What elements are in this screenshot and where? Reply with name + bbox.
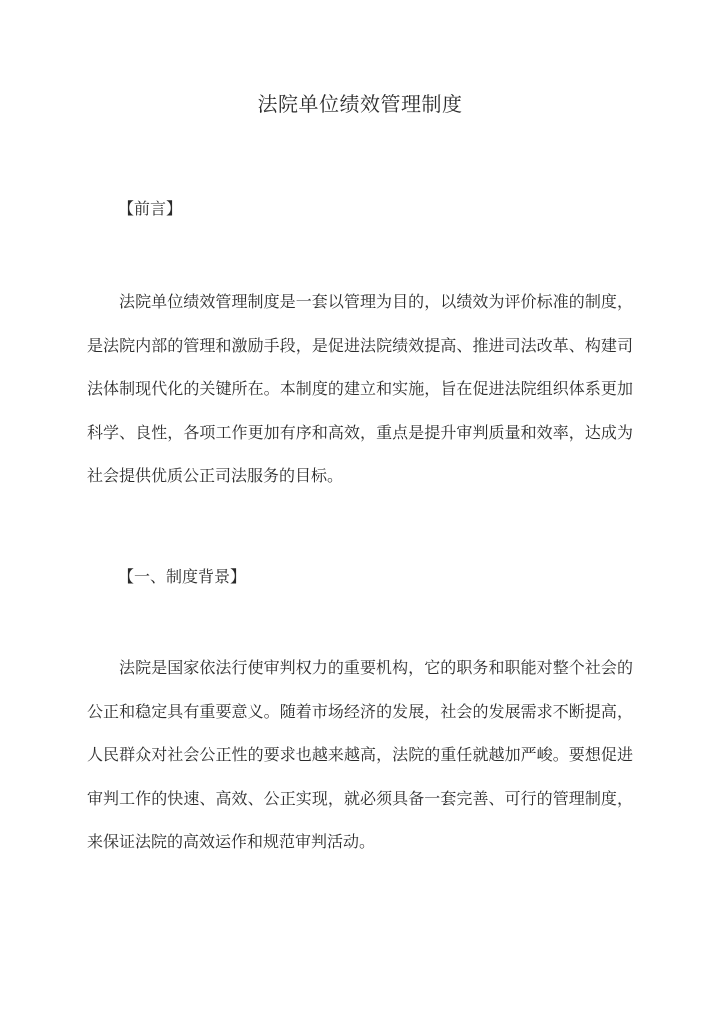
section-heading-background: 【一、制度背景】	[118, 567, 247, 586]
document-title: 法院单位绩效管理制度	[257, 92, 463, 116]
section-paragraph-background: 法院是国家依法行使审判权力的重要机构，它的职务和职能对整个社会的公正和稳定具有重要意义。随着市场经济的发展，社会的发展需求不断提高，人民群众对社会公正性的要求也越来越高，法院的重任就越加严峻。要想促进审判工作的快速、高效、公正实现，就必须具备一套完善、可行的管理制度，来保证法院的高效运作和规范审判活动。	[87, 658, 633, 851]
section-heading-preface: 【前言】	[118, 199, 183, 218]
section-paragraph-preface: 法院单位绩效管理制度是一套以管理为目的，以绩效为评价标准的制度，是法院内部的管理和激励手段，是促进法院绩效提高、推进司法改革、构建司法体制现代化的关键所在。本制度的建立和实施，旨在促进法院组织体系更加科学、良性，各项工作更加有序和高效，重点是提升审判质量和效率，达成为社会提供优质公正司法服务的目标。	[87, 292, 633, 485]
